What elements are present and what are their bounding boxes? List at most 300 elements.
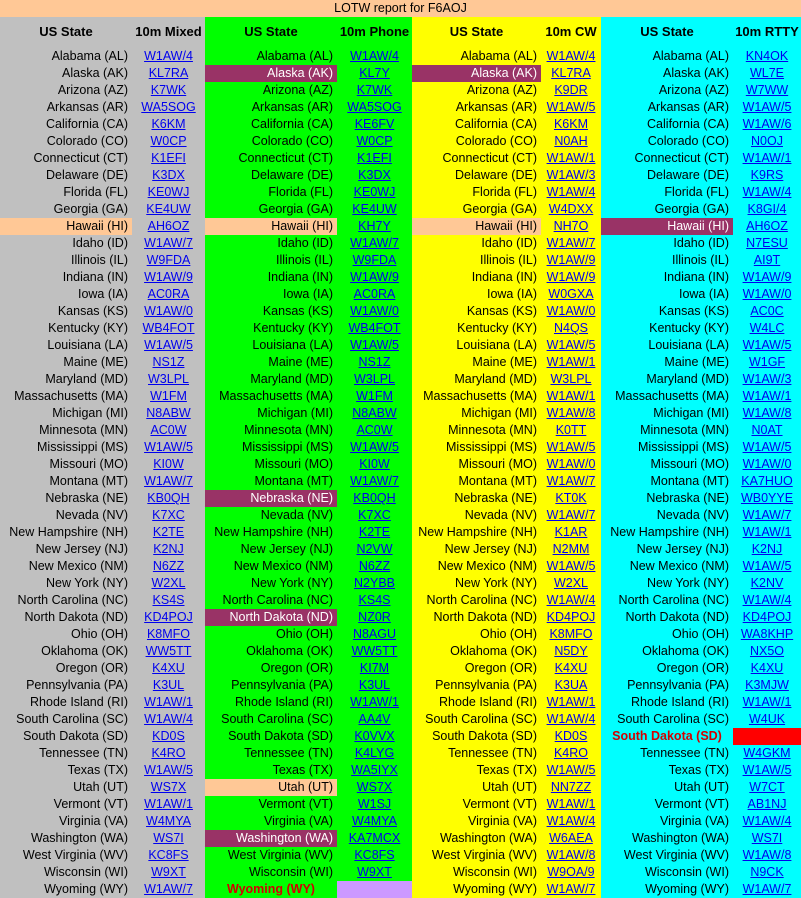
callsign-link[interactable]: AC0W: [150, 423, 187, 437]
callsign-link[interactable]: W1AW/0: [350, 304, 399, 318]
callsign-cell: [132, 796, 205, 813]
callsign-link[interactable]: W1AW/0: [546, 457, 596, 471]
callsign-link[interactable]: W1AW/5: [144, 338, 193, 352]
state-cell: Ohio (OH): [672, 627, 729, 641]
callsign-link[interactable]: NZ0R: [358, 610, 391, 624]
callsign-cell: [541, 388, 601, 405]
callsign-cell: [337, 711, 412, 728]
callsign-link[interactable]: W0CP: [150, 134, 187, 148]
callsign-link[interactable]: W1AW/4: [144, 49, 193, 63]
state-cell: Wisconsin (WI): [43, 865, 128, 879]
state-cell: Missouri (MO): [254, 457, 333, 471]
state-cell: Texas (TX): [67, 763, 128, 777]
callsign-link[interactable]: KL7RA: [551, 66, 591, 80]
callsign-link[interactable]: WW5TT: [351, 644, 398, 658]
callsign-cell: [132, 218, 205, 235]
callsign-cell: [337, 252, 412, 269]
callsign-link[interactable]: W1AW/4: [546, 814, 596, 828]
state-cell: Nevada (NV): [260, 508, 333, 522]
callsign-link[interactable]: W1AW/8: [546, 406, 596, 420]
state-cell: Michigan (MI): [653, 406, 729, 420]
callsign-link[interactable]: W1AW/4: [144, 712, 193, 726]
state-cell: Arizona (AZ): [262, 83, 333, 97]
state-cell: New Mexico (NM): [629, 559, 729, 573]
callsign-link[interactable]: K4RO: [151, 746, 186, 760]
state-cell: Florida (FL): [664, 185, 729, 199]
callsign-link[interactable]: AA4V: [358, 712, 391, 726]
callsign-link[interactable]: W6AEA: [549, 831, 593, 845]
callsign-link[interactable]: KS4S: [152, 593, 185, 607]
callsign-link[interactable]: W1AW/5: [546, 763, 596, 777]
callsign-cell: [541, 592, 601, 609]
callsign-link[interactable]: W1AW/1: [742, 525, 792, 539]
callsign-cell: [541, 558, 601, 575]
callsign-link[interactable]: W2XL: [151, 576, 186, 590]
callsign-cell: [132, 388, 205, 405]
header-call-rtty: 10m RTTY: [735, 24, 799, 39]
state-cell: Kentucky (KY): [457, 321, 537, 335]
callsign-link[interactable]: N2MM: [552, 542, 590, 556]
callsign-link[interactable]: W7CT: [749, 780, 785, 794]
state-cell: Rhode Island (RI): [235, 695, 333, 709]
callsign-link[interactable]: W1AW/4: [546, 593, 596, 607]
callsign-link[interactable]: W1AW/7: [742, 882, 792, 896]
callsign-cell: [541, 524, 601, 541]
state-cell: Montana (MT): [49, 474, 128, 488]
callsign-link[interactable]: K6KM: [151, 117, 186, 131]
state-cell: Illinois (IL): [672, 253, 729, 267]
callsign-link[interactable]: K8GI/4: [747, 202, 787, 216]
callsign-link[interactable]: K4XU: [554, 661, 588, 675]
callsign-link[interactable]: KE6FV: [354, 117, 395, 131]
callsign-link[interactable]: W1AW/7: [144, 236, 193, 250]
callsign-link[interactable]: W0CP: [356, 134, 393, 148]
callsign-cell: [541, 745, 601, 762]
callsign-link[interactable]: KI0W: [153, 457, 184, 471]
state-cell: Kentucky (KY): [48, 321, 128, 335]
state-cell: Iowa (IA): [486, 287, 537, 301]
callsign-link[interactable]: W1AW/1: [742, 151, 792, 165]
callsign-cell: [337, 507, 412, 524]
callsign-link[interactable]: KD4POJ: [144, 610, 193, 624]
state-cell: Idaho (ID): [277, 236, 333, 250]
callsign-link[interactable]: K4LYG: [354, 746, 395, 760]
callsign-link[interactable]: W1AW/7: [546, 508, 596, 522]
callsign-link[interactable]: AC0RA: [147, 287, 190, 301]
callsign-link[interactable]: W1AW/1: [546, 355, 596, 369]
callsign-link[interactable]: KC8FS: [148, 848, 189, 862]
state-cell: Nebraska (NE): [205, 490, 337, 507]
state-cell: California (CA): [455, 117, 537, 131]
callsign-link[interactable]: K2TE: [358, 525, 391, 539]
callsign-link[interactable]: W1AW/7: [742, 508, 792, 522]
callsign-cell: [337, 592, 412, 609]
callsign-link[interactable]: KD0S: [152, 729, 185, 743]
callsign-link[interactable]: K2TE: [152, 525, 185, 539]
callsign-cell: [733, 99, 801, 116]
callsign-link[interactable]: W1AW/1: [350, 695, 399, 709]
callsign-link[interactable]: W1AW/8: [742, 848, 792, 862]
callsign-link[interactable]: W1AW/8: [742, 406, 792, 420]
callsign-link[interactable]: W1AW/1: [546, 389, 596, 403]
callsign-link[interactable]: KE0WJ: [147, 185, 190, 199]
callsign-link[interactable]: N2VW: [356, 542, 393, 556]
callsign-link[interactable]: NS1Z: [358, 355, 391, 369]
callsign-link[interactable]: KE4UW: [352, 202, 397, 216]
callsign-link[interactable]: W9XT: [151, 865, 186, 879]
callsign-link[interactable]: W1AW/4: [546, 712, 596, 726]
callsign-link[interactable]: W1AW/9: [144, 270, 193, 284]
callsign-link[interactable]: NX5O: [749, 644, 785, 658]
callsign-cell: [337, 235, 412, 252]
callsign-link[interactable]: W1AW/4: [742, 185, 792, 199]
state-cell: Mississippi (MS): [638, 440, 729, 454]
callsign-link[interactable]: W1AW/6: [742, 117, 792, 131]
callsign-link[interactable]: W1AW/5: [742, 338, 792, 352]
callsign-link[interactable]: KI0W: [359, 457, 390, 471]
callsign-link[interactable]: K2NJ: [153, 542, 184, 556]
callsign-link[interactable]: W3LPL: [550, 372, 592, 386]
callsign-link[interactable]: W1AW/7: [350, 474, 399, 488]
report-title: LOTW report for F6AOJ: [0, 0, 801, 17]
callsign-link[interactable]: KE4UW: [146, 202, 191, 216]
callsign-cell: [132, 558, 205, 575]
callsign-link[interactable]: W1AW/1: [546, 797, 596, 811]
callsign-link[interactable]: K9DR: [554, 83, 588, 97]
callsign-link[interactable]: WA5IYX: [351, 763, 398, 777]
callsign-link[interactable]: N8ABW: [146, 406, 191, 420]
callsign-link[interactable]: KL7Y: [359, 66, 390, 80]
state-cell: Minnesota (MN): [39, 423, 128, 437]
callsign-link[interactable]: W9FDA: [352, 253, 397, 267]
callsign-cell: [337, 218, 412, 235]
callsign-link[interactable]: KE0WJ: [353, 185, 396, 199]
callsign-link[interactable]: K3MJW: [745, 678, 789, 692]
callsign-link[interactable]: K3DX: [358, 168, 391, 182]
state-cell: Kansas (KS): [262, 304, 333, 318]
callsign-link[interactable]: W1AW/7: [546, 474, 596, 488]
callsign-link[interactable]: N8AGU: [352, 627, 397, 641]
state-cell: Montana (MT): [650, 474, 729, 488]
callsign-link[interactable]: W1AW/4: [742, 814, 792, 828]
callsign-link[interactable]: K7WK: [356, 83, 393, 97]
state-cell: New Hampshire (NH): [418, 525, 537, 539]
callsign-cell: [733, 864, 801, 881]
callsign-link[interactable]: WA5SOG: [347, 100, 402, 114]
state-cell: Minnesota (MN): [448, 423, 537, 437]
callsign-link[interactable]: WS7X: [150, 780, 187, 794]
callsign-link[interactable]: W9OA/9: [547, 865, 595, 879]
callsign-link[interactable]: W1AW/5: [546, 440, 596, 454]
callsign-link[interactable]: N2YBB: [354, 576, 395, 590]
callsign-link[interactable]: W9XT: [357, 865, 392, 879]
callsign-link[interactable]: N6ZZ: [152, 559, 185, 573]
callsign-link[interactable]: K3UA: [554, 678, 588, 692]
callsign-link[interactable]: W9FDA: [146, 253, 191, 267]
callsign-link[interactable]: K7XC: [152, 508, 185, 522]
state-cell: Pennsylvania (PA): [231, 678, 333, 692]
callsign-cell: [337, 779, 412, 796]
callsign-link[interactable]: W1AW/5: [742, 559, 792, 573]
callsign-link[interactable]: W1AW/5: [350, 338, 399, 352]
callsign-link[interactable]: WB0YYE: [740, 491, 794, 505]
callsign-link[interactable]: W1GF: [748, 355, 786, 369]
callsign-cell: [541, 847, 601, 864]
callsign-link[interactable]: WB4FOT: [142, 321, 195, 335]
state-cell: Massachusetts (MA): [615, 389, 729, 403]
callsign-link[interactable]: KB0QH: [353, 491, 396, 505]
state-cell: Missouri (MO): [650, 457, 729, 471]
callsign-link[interactable]: KT0K: [555, 491, 587, 505]
callsign-link[interactable]: W1AW/7: [546, 236, 596, 250]
callsign-link[interactable]: W3LPL: [148, 372, 189, 386]
callsign-link[interactable]: K6KM: [553, 117, 589, 131]
callsign-link[interactable]: KS4S: [358, 593, 391, 607]
callsign-link[interactable]: W4UK: [748, 712, 786, 726]
callsign-link[interactable]: W4MYA: [352, 814, 397, 828]
callsign-link[interactable]: K9RS: [750, 168, 784, 182]
state-cell: Maine (ME): [268, 355, 333, 369]
callsign-link[interactable]: K7XC: [358, 508, 391, 522]
callsign-link[interactable]: W1AW/7: [144, 474, 193, 488]
callsign-link[interactable]: W1AW/7: [144, 882, 193, 896]
callsign-cell: [132, 337, 205, 354]
callsign-cell: [337, 354, 412, 371]
callsign-link[interactable]: W1AW/5: [742, 100, 792, 114]
callsign-link[interactable]: KC8FS: [354, 848, 395, 862]
callsign-link[interactable]: N0AT: [751, 423, 783, 437]
callsign-link[interactable]: K2NV: [750, 576, 784, 590]
callsign-link[interactable]: W1AW/9: [546, 253, 596, 267]
callsign-cell: [132, 405, 205, 422]
callsign-link[interactable]: KI7M: [359, 661, 390, 675]
callsign-link[interactable]: WW5TT: [145, 644, 192, 658]
state-cell: Delaware (DE): [455, 168, 537, 182]
callsign-link[interactable]: WS7X: [356, 780, 393, 794]
callsign-link[interactable]: W7WW: [745, 83, 789, 97]
callsign-link[interactable]: WB4FOT: [348, 321, 401, 335]
callsign-link[interactable]: W1AW/0: [742, 287, 792, 301]
callsign-cell: [132, 643, 205, 660]
callsign-link[interactable]: K8MFO: [549, 627, 593, 641]
callsign-link[interactable]: W1AW/0: [742, 457, 792, 471]
callsign-cell: [337, 728, 412, 745]
state-cell: Rhode Island (RI): [439, 695, 537, 709]
callsign-link[interactable]: W1AW/5: [742, 763, 792, 777]
callsign-link[interactable]: K4XU: [152, 661, 185, 675]
state-cell: Connecticut (CT): [33, 151, 128, 165]
callsign-link[interactable]: NN7ZZ: [550, 780, 592, 794]
callsign-link[interactable]: AC0RA: [353, 287, 396, 301]
callsign-link[interactable]: W4LC: [749, 321, 785, 335]
callsign-link[interactable]: N6ZZ: [358, 559, 391, 573]
callsign-link[interactable]: K3DX: [152, 168, 185, 182]
callsign-link[interactable]: W2XL: [553, 576, 589, 590]
callsign-link[interactable]: W1AW/5: [144, 763, 193, 777]
callsign-link[interactable]: W1AW/5: [350, 440, 399, 454]
state-cell: Texas (TX): [476, 763, 537, 777]
state-cell: Kentucky (KY): [253, 321, 333, 335]
callsign-link[interactable]: W1AW/5: [742, 440, 792, 454]
callsign-link[interactable]: AH6OZ: [746, 219, 788, 233]
callsign-cell: [733, 779, 801, 796]
callsign-cell: [733, 507, 801, 524]
callsign-cell: [541, 490, 601, 507]
state-cell: Pennsylvania (PA): [26, 678, 128, 692]
callsign-link[interactable]: AB1NJ: [747, 797, 787, 811]
state-cell: New Hampshire (NH): [610, 525, 729, 539]
header-call-mixed: 10m Mixed: [135, 24, 202, 39]
callsign-link[interactable]: WS7I: [153, 831, 184, 845]
state-cell: West Virginia (WV): [22, 848, 128, 862]
state-cell: Texas (TX): [668, 763, 729, 777]
callsign-link[interactable]: K1AR: [554, 525, 588, 539]
callsign-link[interactable]: W1AW/1: [742, 695, 792, 709]
callsign-cell: [132, 473, 205, 490]
callsign-link[interactable]: W1AW/9: [546, 270, 596, 284]
callsign-link[interactable]: W1AW/1: [144, 797, 193, 811]
callsign-link[interactable]: AC0W: [356, 423, 393, 437]
callsign-link[interactable]: AC0C: [750, 304, 784, 318]
state-cell: Montana (MT): [254, 474, 333, 488]
callsign-cell: [132, 694, 205, 711]
callsign-link[interactable]: W1AW/4: [742, 593, 792, 607]
callsign-link[interactable]: KD0S: [554, 729, 588, 743]
callsign-link[interactable]: K4RO: [553, 746, 589, 760]
callsign-link[interactable]: KA7MCX: [348, 831, 401, 845]
callsign-link[interactable]: W1AW/5: [144, 440, 193, 454]
callsign-link[interactable]: W1AW/3: [742, 372, 792, 386]
callsign-cell: [541, 473, 601, 490]
callsign-link[interactable]: W1FM: [356, 389, 393, 403]
callsign-cell: [337, 405, 412, 422]
state-cell: California (CA): [46, 117, 128, 131]
callsign-link[interactable]: N0AH: [554, 134, 588, 148]
callsign-link[interactable]: N7ESU: [746, 236, 788, 250]
callsign-link[interactable]: KD4POJ: [546, 610, 596, 624]
callsign-cell: [733, 558, 801, 575]
callsign-link[interactable]: W4GKM: [743, 746, 791, 760]
callsign-cell: [733, 388, 801, 405]
state-cell: Louisiana (LA): [47, 338, 128, 352]
callsign-link[interactable]: N4QS: [553, 321, 589, 335]
callsign-link[interactable]: AI9T: [753, 253, 781, 267]
callsign-link[interactable]: K2NJ: [751, 542, 783, 556]
callsign-cell: [337, 626, 412, 643]
callsign-link[interactable]: W1AW/0: [144, 304, 193, 318]
callsign-link[interactable]: KL7RA: [148, 66, 189, 80]
callsign-cell: [733, 541, 801, 558]
callsign-link[interactable]: N8ABW: [352, 406, 397, 420]
state-cell: New Jersey (NJ): [35, 542, 128, 556]
state-cell: Alabama (AL): [652, 49, 729, 63]
state-cell: Oklahoma (OK): [246, 644, 333, 658]
callsign-link[interactable]: KD4POJ: [742, 610, 792, 624]
callsign-link[interactable]: KH7Y: [358, 219, 391, 233]
callsign-link[interactable]: K7WK: [150, 83, 187, 97]
callsign-link[interactable]: N5DY: [554, 644, 588, 658]
callsign-link[interactable]: K8MFO: [146, 627, 191, 641]
callsign-link[interactable]: W1AW/1: [144, 695, 193, 709]
callsign-cell: [541, 99, 601, 116]
callsign-link[interactable]: KB0QH: [147, 491, 190, 505]
callsign-link[interactable]: AH6OZ: [147, 219, 190, 233]
callsign-cell: [541, 371, 601, 388]
callsign-link[interactable]: NH7O: [553, 219, 589, 233]
callsign-link[interactable]: W1AW/5: [546, 559, 596, 573]
callsign-link[interactable]: W1AW/1: [546, 695, 596, 709]
callsign-link[interactable]: WS7I: [751, 831, 783, 845]
callsign-link[interactable]: N0OJ: [751, 134, 783, 148]
callsign-link[interactable]: W4MYA: [146, 814, 191, 828]
state-cell: Michigan (MI): [461, 406, 537, 420]
state-cell: Virginia (VA): [263, 814, 333, 828]
callsign-cell: [733, 881, 801, 898]
state-cell: Washington (WA): [631, 831, 729, 845]
callsign-cell: [733, 660, 801, 677]
state-cell: Louisiana (LA): [648, 338, 729, 352]
callsign-link[interactable]: K4XU: [750, 661, 784, 675]
callsign-link[interactable]: K1EFI: [151, 151, 186, 165]
callsign-link[interactable]: W1FM: [150, 389, 187, 403]
callsign-link[interactable]: NS1Z: [152, 355, 185, 369]
callsign-link[interactable]: W1AW/4: [350, 49, 399, 63]
state-cell: Missouri (MO): [458, 457, 537, 471]
callsign-cell: [337, 82, 412, 99]
callsign-cell: [541, 405, 601, 422]
callsign-link[interactable]: W1AW/1: [742, 389, 792, 403]
callsign-link[interactable]: W1AW/5: [546, 100, 596, 114]
callsign-link[interactable]: W4DXX: [548, 202, 594, 216]
callsign-link[interactable]: W1AW/0: [546, 304, 596, 318]
state-cell: Vermont (VT): [654, 797, 729, 811]
callsign-cell: [733, 762, 801, 779]
callsign-link[interactable]: WL7E: [749, 66, 785, 80]
state-cell: Mississippi (MS): [446, 440, 537, 454]
state-cell: Alabama (AL): [460, 49, 537, 63]
state-cell: South Carolina (SC): [425, 712, 537, 726]
callsign-link[interactable]: K0TT: [555, 423, 587, 437]
callsign-link[interactable]: WA5SOG: [141, 100, 196, 114]
callsign-link[interactable]: W1AW/1: [546, 151, 596, 165]
callsign-cell: [132, 592, 205, 609]
callsign-link[interactable]: K0VVX: [354, 729, 395, 743]
callsign-link[interactable]: W1AW/7: [546, 882, 596, 896]
callsign-link[interactable]: K3UL: [358, 678, 391, 692]
state-cell: Alabama (AL): [51, 49, 128, 63]
callsign-link[interactable]: W1AW/9: [742, 270, 792, 284]
callsign-link[interactable]: W1AW/4: [546, 185, 596, 199]
state-cell: Oklahoma (OK): [41, 644, 128, 658]
state-cell: Florida (FL): [63, 185, 128, 199]
callsign-link[interactable]: K3UL: [152, 678, 185, 692]
callsign-link[interactable]: K1EFI: [357, 151, 392, 165]
callsign-link[interactable]: W1AW/8: [546, 848, 596, 862]
callsign-link[interactable]: W1AW/3: [546, 168, 596, 182]
callsign-link[interactable]: W1AW/5: [546, 338, 596, 352]
callsign-cell: [733, 218, 801, 235]
callsign-link[interactable]: W1AW/7: [350, 236, 399, 250]
callsign-link[interactable]: W1AW/4: [546, 49, 596, 63]
callsign-link[interactable]: KA7HUO: [741, 474, 793, 488]
callsign-link[interactable]: N9CK: [750, 865, 784, 879]
callsign-link[interactable]: W1SJ: [357, 797, 392, 811]
callsign-link[interactable]: W0GXA: [548, 287, 594, 301]
callsign-link[interactable]: W1AW/9: [350, 270, 399, 284]
callsign-link[interactable]: W3LPL: [354, 372, 395, 386]
callsign-link[interactable]: WA8KHP: [740, 627, 794, 641]
callsign-link[interactable]: KN4OK: [745, 49, 789, 63]
